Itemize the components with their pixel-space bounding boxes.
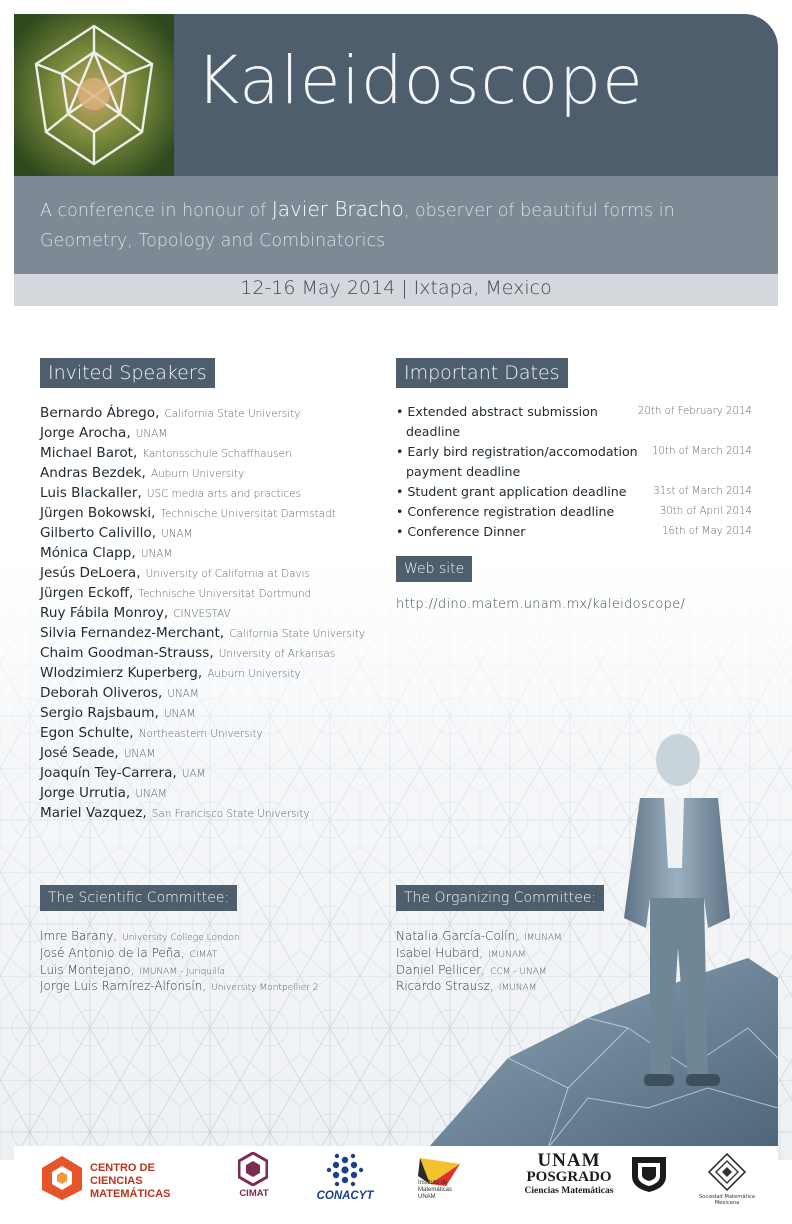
cimat-emblem-icon bbox=[238, 1152, 268, 1186]
important-dates-list bbox=[396, 402, 752, 542]
important-dates-heading: Important Dates bbox=[396, 358, 568, 388]
date-item bbox=[396, 522, 752, 542]
date-item bbox=[396, 482, 752, 502]
speaker-item bbox=[40, 602, 390, 622]
speaker-item bbox=[40, 662, 390, 682]
speaker-item-affiliation: Auburn University bbox=[150, 468, 245, 480]
instituto-name-line1: Instituto de bbox=[418, 1180, 448, 1186]
speaker-item-affiliation: San Francisco State University bbox=[151, 808, 310, 820]
speaker-item-name: Joaquín Tey-Carrera, bbox=[40, 765, 177, 781]
speaker-item-name: Jorge Arocha, bbox=[40, 425, 131, 441]
speaker-item-affiliation: Kantonsschule Schaffhausen bbox=[142, 448, 292, 460]
date-event: • Conference registration deadline bbox=[396, 504, 615, 519]
subtitle-text-end: , observer of beautiful forms in Geometry, Topology and Combinatorics bbox=[40, 201, 675, 251]
instituto-name-line3: UNAM bbox=[418, 1194, 436, 1200]
speaker-item-affiliation: UNAM bbox=[123, 748, 156, 760]
date-location: 12-16 May 2014 | Ixtapa, Mexico bbox=[240, 277, 552, 299]
speaker-item bbox=[40, 522, 390, 542]
date-event: • Conference Dinner bbox=[396, 524, 526, 539]
speaker-item-affiliation: UAM bbox=[181, 768, 206, 780]
speaker-item bbox=[40, 482, 390, 502]
conacyt-name: CONACYT bbox=[316, 1190, 374, 1202]
scientific-member bbox=[40, 977, 319, 994]
speaker-item bbox=[40, 682, 390, 702]
speaker-item-name: Andras Bezdek, bbox=[40, 465, 146, 481]
date-item bbox=[396, 442, 752, 482]
organizing-member bbox=[396, 927, 562, 944]
scientific-member-affiliation: University Montpellier 2 bbox=[211, 983, 319, 994]
speaker-item-affiliation: UNAM bbox=[167, 688, 199, 700]
smm-logo bbox=[690, 1152, 764, 1204]
conference-title: Kaleidoscope bbox=[196, 42, 644, 119]
website-url[interactable]: http://dino.matem.unam.mx/kaleidoscope/ bbox=[396, 597, 686, 612]
conference-subtitle bbox=[40, 194, 762, 256]
speaker-item-name: Silvia Fernandez-Merchant, bbox=[40, 625, 225, 641]
website-heading: Web site bbox=[396, 556, 472, 582]
organizing-member-name: Isabel Hubard, bbox=[396, 945, 484, 960]
speaker-item-name: Ruy Fábila Monroy, bbox=[40, 605, 169, 621]
speaker-item bbox=[40, 542, 390, 562]
speaker-item bbox=[40, 742, 390, 762]
speaker-item bbox=[40, 622, 390, 642]
posgrado-word: POSGRADO bbox=[526, 1169, 612, 1185]
conacyt-emblem-icon bbox=[326, 1152, 364, 1188]
posgrado-ciencias: Ciencias Matemáticas bbox=[524, 1186, 614, 1196]
organizing-member bbox=[396, 977, 562, 994]
speaker-item-name: José Seade, bbox=[40, 745, 119, 761]
speaker-item-affiliation: California State University bbox=[229, 628, 366, 640]
scientific-committee-list bbox=[40, 927, 319, 994]
speaker-item-affiliation: UNAM bbox=[163, 708, 196, 720]
organizing-committee-list bbox=[396, 927, 562, 994]
speaker-item-name: Mónica Clapp, bbox=[40, 545, 136, 561]
speaker-item-name: Luis Blackaller, bbox=[40, 485, 142, 501]
date-value: 30th of April 2014 bbox=[659, 506, 752, 517]
scientific-member-affiliation: IMUNAM - Juriquilla bbox=[139, 966, 226, 977]
speaker-item-name: Bernardo Ábrego, bbox=[40, 405, 160, 421]
speaker-item bbox=[40, 802, 390, 822]
speaker-item-affiliation: Northeastern University bbox=[138, 728, 263, 740]
ccm-name-line2: MATEMÁTICAS bbox=[90, 1188, 171, 1200]
speaker-item bbox=[40, 702, 390, 722]
conacyt-logo bbox=[310, 1152, 380, 1204]
speaker-item-affiliation: CINVESTAV bbox=[173, 608, 231, 620]
honoree-name: Javier Bracho bbox=[271, 197, 404, 221]
date-event: • Early bird registration/accomodation payment deadline bbox=[396, 444, 638, 479]
speaker-item-name: Deborah Oliveros, bbox=[40, 685, 163, 701]
date-value: 16th of May 2014 bbox=[662, 526, 752, 537]
speaker-item bbox=[40, 462, 390, 482]
speakers-list bbox=[40, 402, 390, 822]
speaker-item-name: Jürgen Bokowski, bbox=[40, 505, 156, 521]
speaker-item bbox=[40, 582, 390, 602]
instituto-name-line2: Matemáticas bbox=[418, 1187, 453, 1193]
organizing-member bbox=[396, 961, 562, 978]
organizing-member-name: Natalia García-Colín, bbox=[396, 929, 519, 943]
cimat-logo bbox=[232, 1152, 276, 1204]
scientific-member-name: José Antonio de la Peña, bbox=[40, 945, 185, 960]
scientific-member-name: Jorge Luis Ramírez-Alfonsín, bbox=[40, 979, 207, 994]
speaker-item bbox=[40, 782, 390, 802]
speaker-item-affiliation: University of California at Davis bbox=[145, 568, 310, 580]
kaleidoscope-image bbox=[14, 14, 174, 176]
speaker-item-affiliation: Auburn University bbox=[207, 668, 301, 680]
organizing-member-affiliation: IMUNAM bbox=[498, 983, 537, 994]
speaker-item-name: Jesús DeLoera, bbox=[40, 565, 141, 581]
speaker-item-name: Jorge Urrutia, bbox=[40, 785, 131, 801]
speaker-item bbox=[40, 722, 390, 742]
scientific-member bbox=[40, 927, 319, 944]
speaker-item-name: Jürgen Eckoff, bbox=[40, 585, 134, 601]
speaker-item bbox=[40, 562, 390, 582]
speaker-item-affiliation: USC media arts and practices bbox=[146, 488, 302, 500]
ccm-name-line1: CENTRO DE CIENCIAS bbox=[90, 1162, 155, 1187]
scientific-member-affiliation: University College London bbox=[122, 933, 240, 943]
scientific-committee-heading: The Scientific Committee: bbox=[40, 885, 237, 911]
speaker-item-name: Sergio Rajsbaum, bbox=[40, 705, 159, 721]
posgrado-logo bbox=[512, 1152, 684, 1204]
organizing-member-name: Daniel Pellicer, bbox=[396, 962, 485, 977]
ccm-emblem-icon bbox=[40, 1154, 84, 1202]
date-value: 31st of March 2014 bbox=[653, 486, 752, 497]
speaker-item-affiliation: UNAM bbox=[135, 788, 167, 800]
speaker-item-affiliation: California State University bbox=[164, 408, 301, 420]
organizing-member-affiliation: IMUNAM bbox=[524, 933, 562, 943]
speaker-item-name: Mariel Vazquez, bbox=[40, 805, 147, 821]
date-item bbox=[396, 502, 752, 522]
organizing-member-name: Ricardo Strausz, bbox=[396, 979, 494, 994]
scientific-member-affiliation: CIMAT bbox=[189, 949, 218, 960]
speaker-item bbox=[40, 502, 390, 522]
speaker-item-name: Gilberto Calivillo, bbox=[40, 525, 157, 541]
date-value: 10th of March 2014 bbox=[652, 446, 752, 457]
speaker-item bbox=[40, 422, 390, 442]
speaker-item-name: Egon Schulte, bbox=[40, 725, 134, 741]
speaker-item-affiliation: University of Arkansas bbox=[218, 648, 336, 660]
speaker-item-name: Michael Barot, bbox=[40, 445, 138, 461]
date-event: • Student grant application deadline bbox=[396, 484, 627, 499]
speaker-item-affiliation: UNAM bbox=[135, 428, 168, 440]
ccm-logo bbox=[40, 1152, 210, 1204]
scientific-member bbox=[40, 944, 319, 961]
date-event: • Extended abstract submission deadline bbox=[396, 404, 598, 439]
cimat-name: CIMAT bbox=[239, 1188, 269, 1199]
posgrado-unam: UNAM bbox=[537, 1150, 601, 1171]
smm-name: Sociedad Matemática Mexicana bbox=[699, 1194, 755, 1206]
speaker-item bbox=[40, 642, 390, 662]
organizing-committee-heading: The Organizing Committee: bbox=[396, 885, 604, 911]
speaker-item-affiliation: UNAM bbox=[161, 528, 193, 540]
speaker-item bbox=[40, 442, 390, 462]
speaker-item-affiliation: Technische Universität Dortmund bbox=[138, 588, 312, 600]
organizing-member bbox=[396, 944, 562, 961]
speaker-item bbox=[40, 402, 390, 422]
instituto-matematicas-logo bbox=[414, 1152, 474, 1204]
date-item bbox=[396, 402, 752, 442]
speaker-item-affiliation: UNAM bbox=[140, 548, 173, 560]
speaker-item-name: Wlodzimierz Kuperberg, bbox=[40, 665, 203, 681]
invited-speakers-heading: Invited Speakers bbox=[40, 358, 215, 388]
date-value: 20th of February 2014 bbox=[637, 406, 752, 417]
speaker-item bbox=[40, 762, 390, 782]
scientific-member bbox=[40, 961, 319, 978]
scientific-member-name: Luis Montejano, bbox=[40, 962, 135, 977]
scientific-member-name: Imre Barany, bbox=[40, 929, 118, 943]
subtitle-text: A conference in honour of bbox=[40, 201, 272, 221]
organizing-member-affiliation: IMUNAM bbox=[488, 949, 526, 960]
organizing-member-affiliation: CCM - UNAM bbox=[490, 966, 547, 977]
speaker-item-affiliation: Technische Universität Darmstadt bbox=[160, 508, 336, 520]
unam-crest-icon bbox=[628, 1154, 670, 1194]
speaker-item-name: Chaim Goodman-Strauss, bbox=[40, 645, 214, 661]
smm-emblem-icon bbox=[707, 1152, 747, 1192]
